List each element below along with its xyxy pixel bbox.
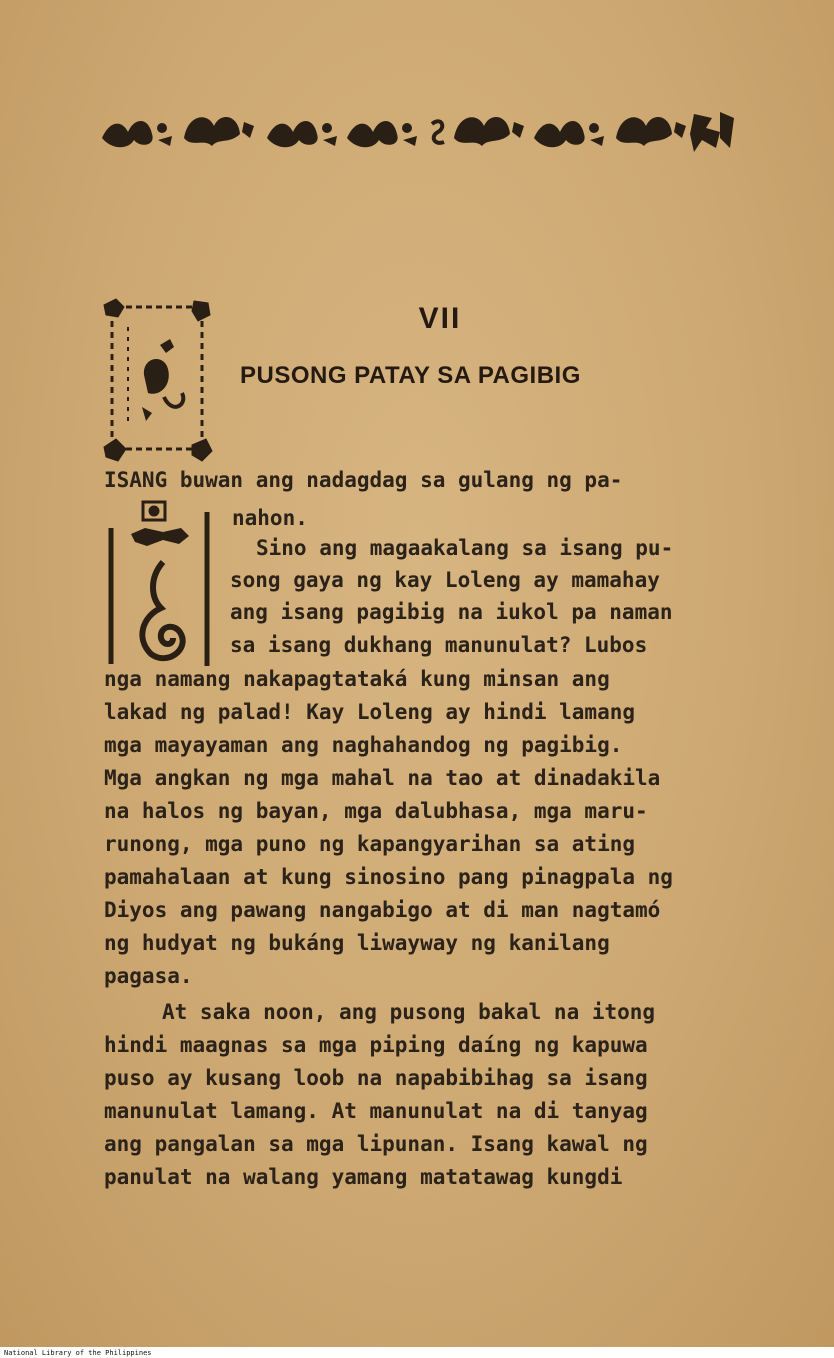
text-line bbox=[104, 898, 660, 922]
line-text: na halos ng bayan, mga dalubhasa, mga maru- bbox=[104, 799, 648, 823]
text-line bbox=[104, 1165, 622, 1189]
text-line bbox=[104, 1066, 648, 1090]
line-text: pagasa. bbox=[104, 964, 193, 988]
line-text: At saka noon, ang pusong bakal na itong bbox=[162, 1000, 656, 1024]
line-text: mga mayayaman ang naghahandog ng pagibig. bbox=[104, 733, 623, 757]
line-text: Diyos ang pawang nangabigo at di man nagtamó bbox=[104, 898, 661, 922]
line-text: puso ay kusang loob na napabibihag sa isang bbox=[104, 1066, 648, 1090]
line-text: runong, mga puno ng kapangyarihan sa ating bbox=[104, 832, 636, 856]
text-line bbox=[256, 536, 673, 560]
text-line bbox=[104, 1033, 648, 1057]
text-line bbox=[104, 865, 673, 889]
line-text: Sino ang magaakalang sa isang pu- bbox=[256, 536, 674, 560]
text-line bbox=[104, 1132, 648, 1156]
text-line bbox=[104, 733, 622, 757]
line-text: nahon. bbox=[232, 506, 308, 530]
text-line bbox=[104, 799, 648, 823]
line-text: ng hudyat ng bukáng liwayway ng kanilang bbox=[104, 931, 610, 955]
line-text: nga namang nakapagtataká kung minsan ang bbox=[104, 667, 610, 691]
text-line bbox=[162, 1000, 655, 1024]
chapter-title: PUSONG PATAY SA PAGIBIG bbox=[240, 362, 581, 389]
line-text: lakad ng palad! Kay Loleng ay hindi lamang bbox=[104, 700, 636, 724]
text-line bbox=[104, 667, 610, 691]
line-text: song gaya ng kay Loleng ay mamahay bbox=[230, 568, 660, 592]
line-text: manunulat lamang. At manunulat na di tanyag bbox=[104, 1099, 648, 1123]
line-text: panulat na walang yamang matatawag kungdi bbox=[104, 1165, 623, 1189]
library-credit: National Library of the Philippines bbox=[4, 1349, 152, 1357]
line-text: pamahalaan at kung sinosino pang pinagpala ng bbox=[104, 865, 673, 889]
line-text: sa isang dukhang manunulat? Lubos bbox=[230, 633, 648, 657]
text-line bbox=[104, 766, 660, 790]
line-text: ang pangalan sa mga lipunan. Isang kawal ng bbox=[104, 1132, 648, 1156]
line-text: ISANG buwan ang nadagdag sa gulang ng pa- bbox=[104, 468, 623, 492]
text-line bbox=[104, 964, 193, 988]
text-line bbox=[104, 931, 610, 955]
chapter-number: VII bbox=[418, 302, 462, 335]
text-line bbox=[104, 1099, 648, 1123]
line-text: hindi maagnas sa mga piping daíng ng kapuwa bbox=[104, 1033, 648, 1057]
text-line bbox=[232, 506, 308, 530]
text-line bbox=[104, 700, 635, 724]
line-text: Mga angkan ng mga mahal na tao at dinadakila bbox=[104, 766, 661, 790]
text-line bbox=[104, 468, 740, 492]
line-text: ang isang pagibig na iukol pa naman bbox=[230, 600, 673, 624]
text-line bbox=[230, 568, 660, 592]
text-line bbox=[230, 600, 673, 624]
text-line bbox=[104, 832, 635, 856]
text-line bbox=[230, 633, 647, 657]
